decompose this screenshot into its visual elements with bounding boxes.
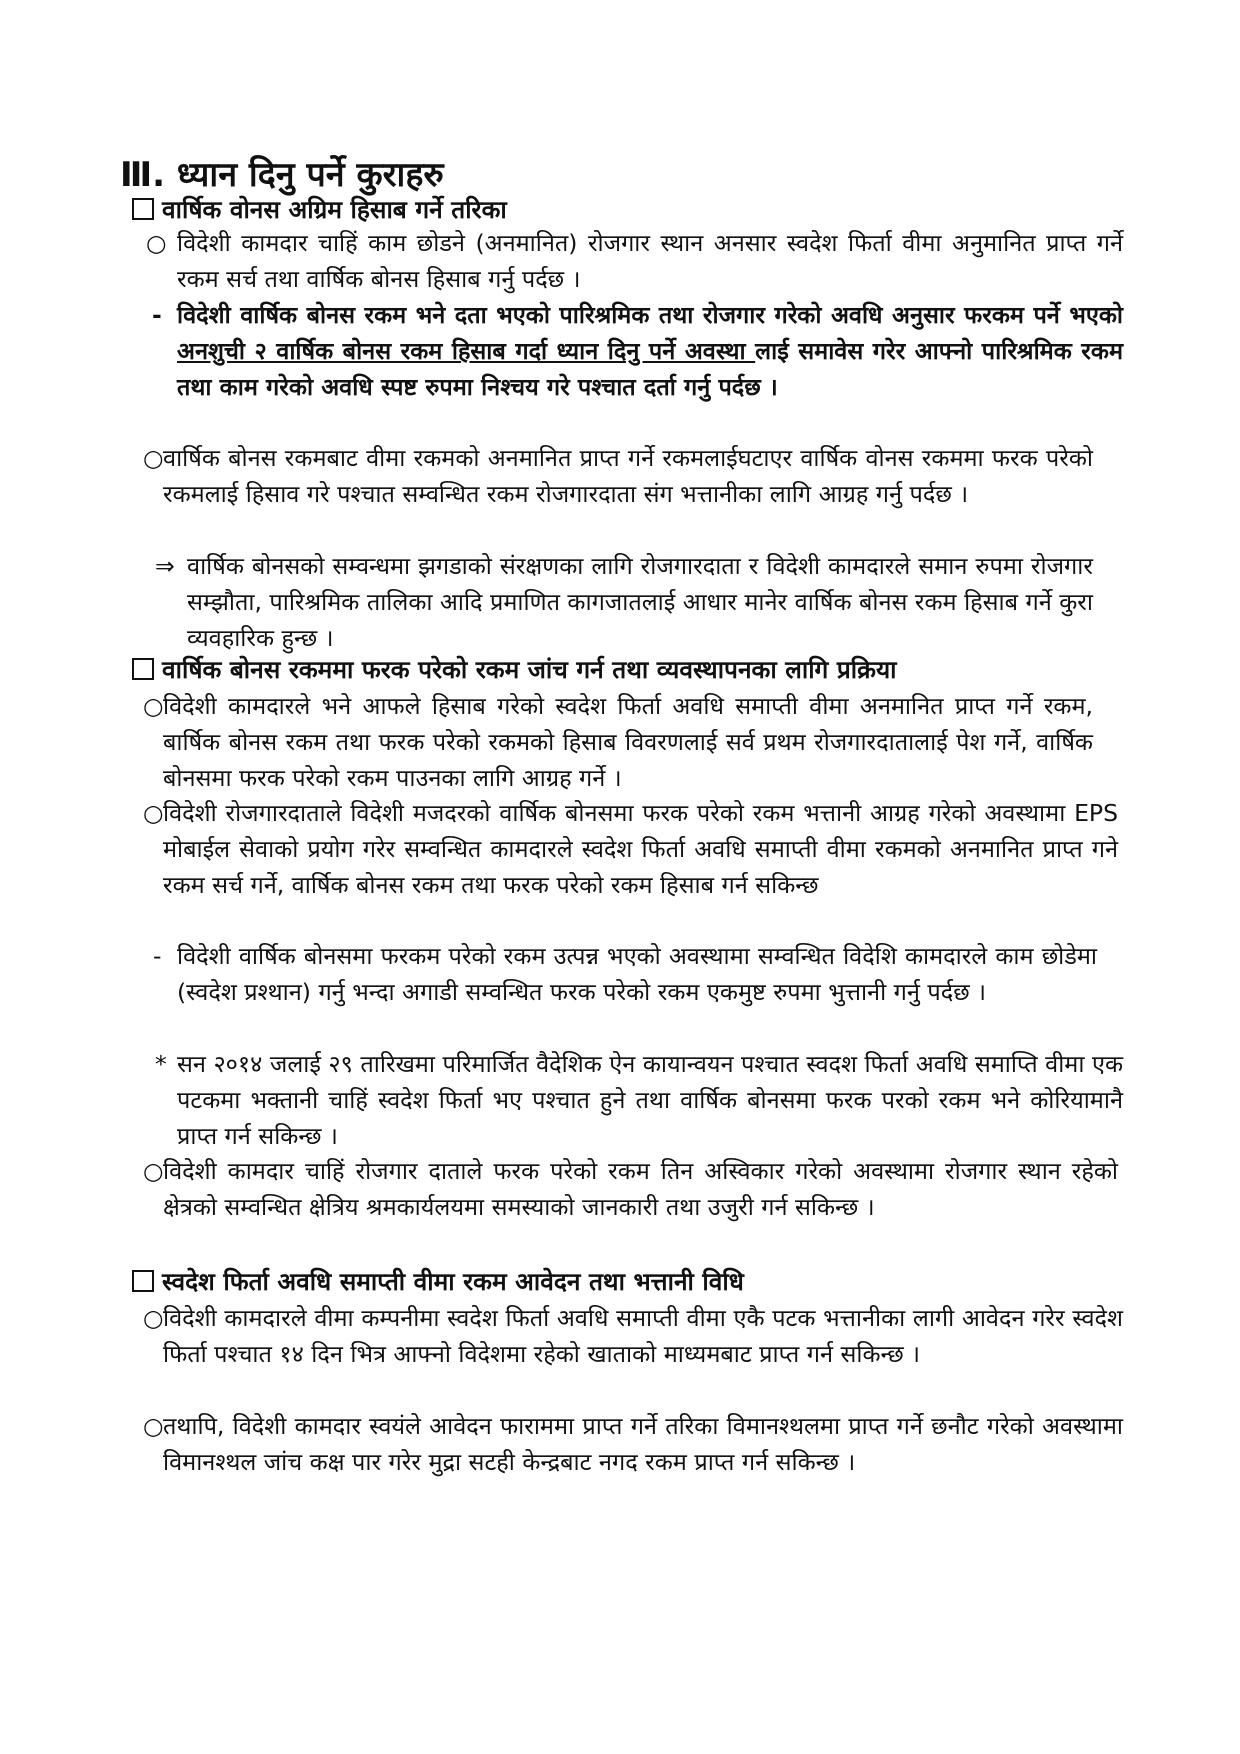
circle-bullet-icon: ○ [143, 692, 164, 720]
paragraph-footnote [155, 1046, 1123, 1154]
section-heading-advance-bonus [132, 193, 507, 226]
paragraph-text: विदेशी कामदारले भने आफले हिसाब गरेको स्वदेश फिर्ता अवधि समाप्ती वीमा अनमानित प्राप्त गर्ने रकम, बार्षिक बोनस रकम तथा फरक परेको रकमको हिसाब विवरणलाई सर्व प्रथम रोजगारदातालाई पेश गर्ने, वार्षिक बोनसमा फरक परेको रकम पाउनका लागि आग्रह गर्ने । [163, 692, 1093, 792]
paragraph-text: लाई समावेस गरेर आफ्नो पारिश्रमिक रकम तथा काम गरेको अवधि स्पष्ट रुपमा निश्चय गरे पश्चात दर्ता गर्नु पर्दछ । [177, 337, 1123, 401]
paragraph-emphasis [152, 297, 1123, 405]
page-title: Ⅲ. ध्यान दिनु पर्ने कुराहरु [120, 155, 444, 195]
section-heading-text: स्वदेश फिर्ता अवधि समाप्ती वीमा रकम आवेदन तथा भत्तानी विधि [162, 1267, 744, 1296]
circle-bullet-icon: ○ [143, 1304, 164, 1332]
paragraph [143, 688, 1093, 796]
paragraph-text: विदेशी वार्षिक बोनस रकम भने दता भएको पारिश्रमिक तथा रोजगार गरेको अवधि अनुसार फरकम पर्ने भएको [177, 301, 1123, 329]
paragraph [143, 1300, 1123, 1372]
circle-bullet-icon: ○ [143, 1157, 164, 1185]
circle-bullet-icon: ○ [143, 799, 164, 827]
circle-bullet-icon: ○ [143, 444, 164, 472]
section-heading-insurance-application [132, 1265, 744, 1298]
paragraph-text: सन २०१४ जलाई २९ तारिखमा परिमार्जित वैदेशिक ऐन कायान्वयन पश्चात स्वदश फिर्ता अवधि समाप्ति वीमा एक पटकमा भक्तानी चाहिं स्वदेश फिर्ता भए पश्चात हुने तथा वार्षिक बोनसमा फरक परको रकम भने कोरियामानै प्राप्त गर्न सकिन्छ । [177, 1050, 1123, 1150]
paragraph-text: तथापि, विदेशी कामदार स्वयंले आवेदन फाराममा प्राप्त गर्ने तरिका विमानश्थलमा प्राप्त गर्ने छनौट गरेको अवस्थामा विमानश्थल जांच कक्ष पार गरेर मुद्रा सटही केन्द्रबाट नगद रकम प्राप्त गर्न सकिन्छ । [163, 1412, 1123, 1476]
circle-bullet-icon: ○ [143, 1412, 164, 1440]
paragraph [153, 938, 1097, 1010]
arrow-bullet-icon: ⇒ [155, 552, 175, 580]
circle-bullet-icon: ○ [146, 229, 167, 257]
paragraph-text: विदेशी रोजगारदाताले विदेशी मजदरको वार्षिक बोनसमा फरक परेको रकम भत्तानी आग्रह गरेको अवस्थामा EPS मोबाईल सेवाको प्रयोग गरेर सम्वन्धित कामदारले स्वदेश फिर्ता अवधि समाप्ती वीमा रकमको अनमानित प्राप्त गने रकम सर्च गर्ने, वार्षिक बोनस रकम तथा फरक परेको रकम हिसाब गर्न सकिन्छ [163, 799, 1118, 899]
paragraph [143, 1408, 1123, 1480]
paragraph-text: विदेशी कामदार चाहिं रोजगार दाताले फरक परेको रकम तिन अस्विकार गरेको अवस्थामा रोजगार स्थान रहेको क्षेत्रको सम्वन्धित क्षेत्रिय श्रमकार्यलयमा समस्याको जानकारी तथा उजुरी गर्न सकिन्छ । [163, 1157, 1118, 1221]
paragraph [143, 1153, 1118, 1225]
section-heading-bonus-difference [132, 653, 897, 686]
paragraph [143, 440, 1093, 512]
paragraph-text: विदेशी वार्षिक बोनसमा फरकम परेको रकम उत्पन्न भएको अवस्थामा सम्वन्धित विदेशि कामदारले काम छोडेमा (स्वदेश प्रश्थान) गर्नु भन्दा अगाडी सम्वन्धित फरक परेको रकम एकमुष्ट रुपमा भुत्तानी गर्नु पर्दछ । [177, 942, 1097, 1006]
section-heading-text: वार्षिक वोनस अग्रिम हिसाब गर्ने तरिका [162, 195, 507, 224]
paragraph-text: वार्षिक बोनसको सम्वन्धमा झगडाको संरक्षणका लागि रोजगारदाता र विदेशी कामदारले समान रुपमा रोजगार सम्झौता, पारिश्रमिक तालिका आदि प्रमाणित कागजातलाई आधार मानेर वार्षिक बोनस रकम हिसाब गर्ने कुरा व्यवहारिक हुन्छ । [187, 552, 1093, 652]
paragraph [146, 225, 1123, 297]
paragraph [143, 795, 1118, 903]
asterisk-bullet: * [155, 1050, 167, 1078]
checkbox-bullet-icon [132, 1270, 154, 1292]
paragraph-text: वार्षिक बोनस रकमबाट वीमा रकमको अनमानित प्राप्त गर्ने रकमलाईघटाएर वार्षिक वोनस रकममा फरक परेको रकमलाई हिसाव गरे पश्चात सम्वन्धित रकम रोजगारदाता संग भत्तानीका लागि आग्रह गर्नु पर्दछ । [163, 444, 1093, 508]
paragraph-note [155, 548, 1093, 656]
section-heading-text: वार्षिक बोनस रकममा फरक परेको रकम जांच गर्न तथा व्यवस्थापनका लागि प्रक्रिया [162, 655, 897, 684]
dash-bullet: - [152, 301, 162, 329]
checkbox-bullet-icon [132, 658, 154, 680]
checkbox-bullet-icon [132, 198, 154, 220]
paragraph-text: विदेशी कामदार चाहिं काम छोडने (अनमानित) रोजगार स्थान अनसार स्वदेश फिर्ता वीमा अनुमानित प्राप्त गर्ने रकम सर्च तथा वार्षिक बोनस हिसाब गर्नु पर्दछ । [177, 229, 1123, 293]
paragraph-text: विदेशी कामदारले वीमा कम्पनीमा स्वदेश फिर्ता अवधि समाप्ती वीमा एकै पटक भत्तानीका लागी आवेदन गरेर स्वदेश फिर्ता पश्चात १४ दिन भित्र आफ्नो विदेशमा रहेको खाताको माध्यमबाट प्राप्त गर्न सकिन्छ । [163, 1304, 1123, 1368]
dash-bullet: - [153, 942, 162, 970]
annex-reference: अनशुची २ वार्षिक बोनस रकम हिसाब गर्दा ध्यान दिनु पर्ने अवस्था [177, 337, 756, 365]
